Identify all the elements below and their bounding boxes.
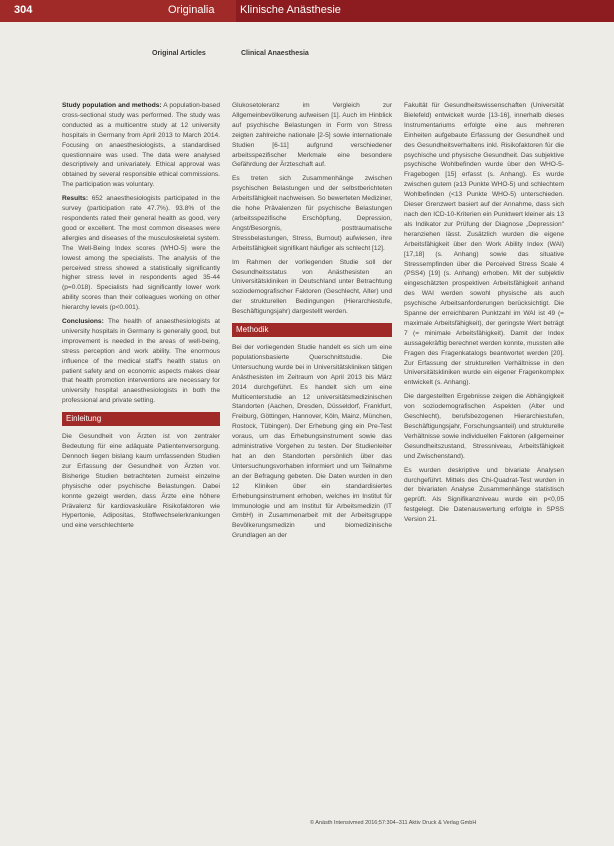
- paragraph-label: Results:: [62, 195, 89, 203]
- column-3: [404, 101, 564, 529]
- section-label-left: Originalia: [168, 4, 215, 16]
- column-2: [232, 101, 392, 545]
- paragraph-label: Study population and methods:: [62, 102, 162, 109]
- paragraph: Die Gesundheit von Ärzten ist von zentraler Bedeutung für eine adäquate Patientenversorgung. Dennoch liegen bislang kaum umfassenden Studien zur Erfassung der Gesundheit von Ärzten vor. Bisherige Studien betrachteten zumeist einzelne physische oder psychische Belastungen. Dabei konnte gezeigt werden, dass Ärzte eine höhere Prävalenz für kardiovaskuläre Risikofaktoren wie Hypertonie, Adipositas, Stoffwechselerkrankungen und eine verschlechterte: [62, 433, 220, 530]
- paragraph-label: Conclusions:: [62, 318, 104, 326]
- column-1: [62, 101, 220, 535]
- paragraph: Die dargestellten Ergebnisse zeigen die Abhängigkeit von soziodemografischen Aspekten (Alter und Geschlecht), berufsbezogenen Hierarchiestufen, Beschäftigungsjahr, Forschungsanteil) und strukturelle Verhältnisse sowie individuellen Faktoren (allgemeiner Gesundheitszustand, Stressniveau, Arbeitsfähigkeit und Zwischenstand).: [404, 393, 564, 460]
- paragraph-text: 652 anaesthesiologists participated in the survey (participation rate 47.7%). 93.8% of the respondents rated their general health as good, very good or excellent. The most common diseases were allergies and diseases of the musculoskeletal system. The Well-Being Index scores (WHO-5) were the lowest among the specialists. The analysis of the perceived stress showed a statistically significantly higher stress level in respondents aged 35-44 (p=0.018). Specialists had significantly lower work ability scores than their colleagues working on other hierarchy levels (p<0.001).: [62, 195, 220, 312]
- section-heading: Methodik: [232, 323, 392, 337]
- paragraph: Im Rahmen der vorliegenden Studie soll der Gesundheitsstatus von Anästhesisten an Universitätskliniken in Deutschland unter Betrachtung soziodemografischer Faktoren (Geschlecht, Alter) und der strukturellen Bedingungen (Hierarchiestufe, Beschäftigungsjahr) dargestellt werden.: [232, 258, 392, 316]
- paragraph-text: The health of anaesthesiologists at university hospitals in Germany is generally good, but improvement is needed in the areas of well-being, stress perception and work ability. The enormous influence of the medical staff's health status on patient safety and on economic aspects makes clear that health promotion interventions are necessary for university hospital anaesthesiologists in both the professional and private setting.: [62, 318, 221, 405]
- section-heading: Einleitung: [62, 412, 220, 426]
- paragraph: Fakultät für Gesundheitswissenschaften (Universität Bielefeld) entwickelt wurde [13-16], innerhalb dieses Instrumentariums erfolgte eine aus mehreren Einheiten aufgebaute Erfassung der Gesundheit und des Gesundheitsverhaltens inkl. Risikofaktoren für die psychische und physische Gesundheit. Das subjektive psychische Wohlbefinden wurde über den WHO-5-Fragebogen [15] erfasst (s. Anhang). Es wurde zwischen gutem (≥13 Punkte WHO-5) und schlechtem Wohlbefinden (<13 Punkte WHO-5) unterschieden. Dieser Grenzwert basiert auf der Annahme, dass sich nach den ICD-10-Kriterien ein Punktwert kleiner als 13 als Indikator zur Prüfung der Diagnose „Depression" heranziehen lässt. Zusätzlich wurden die eigene Arbeitsfähigkeit über den Work Ability Index (WAI) [17,18] (s. Anhang) sowie das situative Stressempfinden über die Perceived Stress Scale 4 (PSS4) [19] (s. Anhang) erhoben. Mit der subjektiv eingeschätzten prospektiven Arbeitsfähigkeit anhand des WAI werden sowohl physische als auch psychische Arbeitsanforderungen berücksichtigt. Die Spanne der erreichbaren Punktzahl im WAI ist 49 (= maximale Arbeitsfähigkeit), der geringste Wert beträgt 7 (= minimale Arbeitsfähigkeit). Damit der Index aussagekräftig berechnet werden konnte, mussten alle Fragen des Fragenkatalogs beantwortet werden [20]. Zur Erfassung der strukturellen Verhältnisse in den Universitätskliniken wurde ein eigener Fragenkomplex entwickelt (s. Anhang).: [404, 102, 564, 387]
- paragraph: Es wurden deskriptive und bivariate Analysen durchgeführt. Mittels des Chi-Quadrat-Test wurden in der bivariaten Analyse Zusammenhänge statistisch geprüft. Als Signifikanzniveau wurde ein p<0,05 festgelegt. Die Datenauswertung erfolgte in SPSS Version 21.: [404, 466, 564, 524]
- subheader-left: Original Articles: [152, 50, 206, 57]
- paragraph: Es treten sich Zusammenhänge zwischen psychischen Belastungen und der selbstberichteten Arbeitsfähigkeit nachweisen. So bewerteten Mediziner, die hohe Prävalenzen für psychische Belastungen (arbeitsspezifische Erschöpfung, Depression, Angst/Besorgnis, posttraumatische Stressbelastungen, Stress, Burnout) aufwiesen, ihre Arbeitsfähigkeit signifikant häufiger als schlecht [12].: [232, 175, 392, 252]
- paragraph: [62, 101, 220, 190]
- header-bar: [0, 0, 614, 22]
- paragraph: [62, 194, 220, 313]
- paragraph: [62, 317, 220, 406]
- paragraph: Glukosetoleranz im Vergleich zur Allgemeinbevölkerung aufweisen [1]. Auch im Hinblick auf psychische Belastungen in Form von Stress zeigten zahlreiche nationale [2-5] sowie internationale Studien [6-11] aufgrund verschiedener arbeitsspezifischer Merkmale eine besondere Gefährdung der Ärzteschaft auf.: [232, 102, 392, 169]
- page-number: 304: [14, 4, 33, 16]
- paragraph-text: A population-based cross-sectional study was performed. The study was conducted as a multicentre study at 12 university hospitals in Germany from April 2013 to March 2014. Focusing on anaesthesiologists, a standardised questionnaire was used. The data were analysed descriptively and univariately. Ethical approval was obtained by several responsible ethical commissions. The participation was voluntary.: [62, 102, 220, 189]
- section-label-right: Klinische Anästhesie: [240, 4, 341, 16]
- subheader-right: Clinical Anaesthesia: [241, 50, 309, 57]
- paragraph: Bei der vorliegenden Studie handelt es sich um eine populationsbasierte Querschnittstudie. Die Untersuchung wurde bei in Universitätskliniken tätigen Anästhesisten im Zeitraum von April 2013 bis März 2014 durchgeführt. Es handelt sich um eine Multicenterstudie an 12 universitätsmedizinischen Standorten (Aachen, Dresden, Düsseldorf, Frankfurt, Freiburg, Göttingen, Hannover, Köln, Mainz, München, Rostock, Tübingen). Der Erhebung ging ein Pre-Test voraus, um das Erhebungsinstrument sowie das administrative Vorgehen zu testen. Der Studienleiter hat an den Standorten persönlich über das Untersuchungsvorhaben informiert und um Teilnahme an der Befragung gebeten. Die Daten wurden in den 12 Kliniken über ein standardisiertes Erhebungsinstrument erhoben, welches im Institut für Immunologie und am Institut für Arbeitsmedizin (IT GmbH) in Zusammenarbeit mit der Arbeitsgruppe Bevölkerungsmedizin und biomedizinische Grundlagen an der: [232, 344, 392, 540]
- page-footer: © Anästh Intensivmed 2016;57:304–311 Aktiv Druck & Verlag GmbH: [310, 820, 477, 826]
